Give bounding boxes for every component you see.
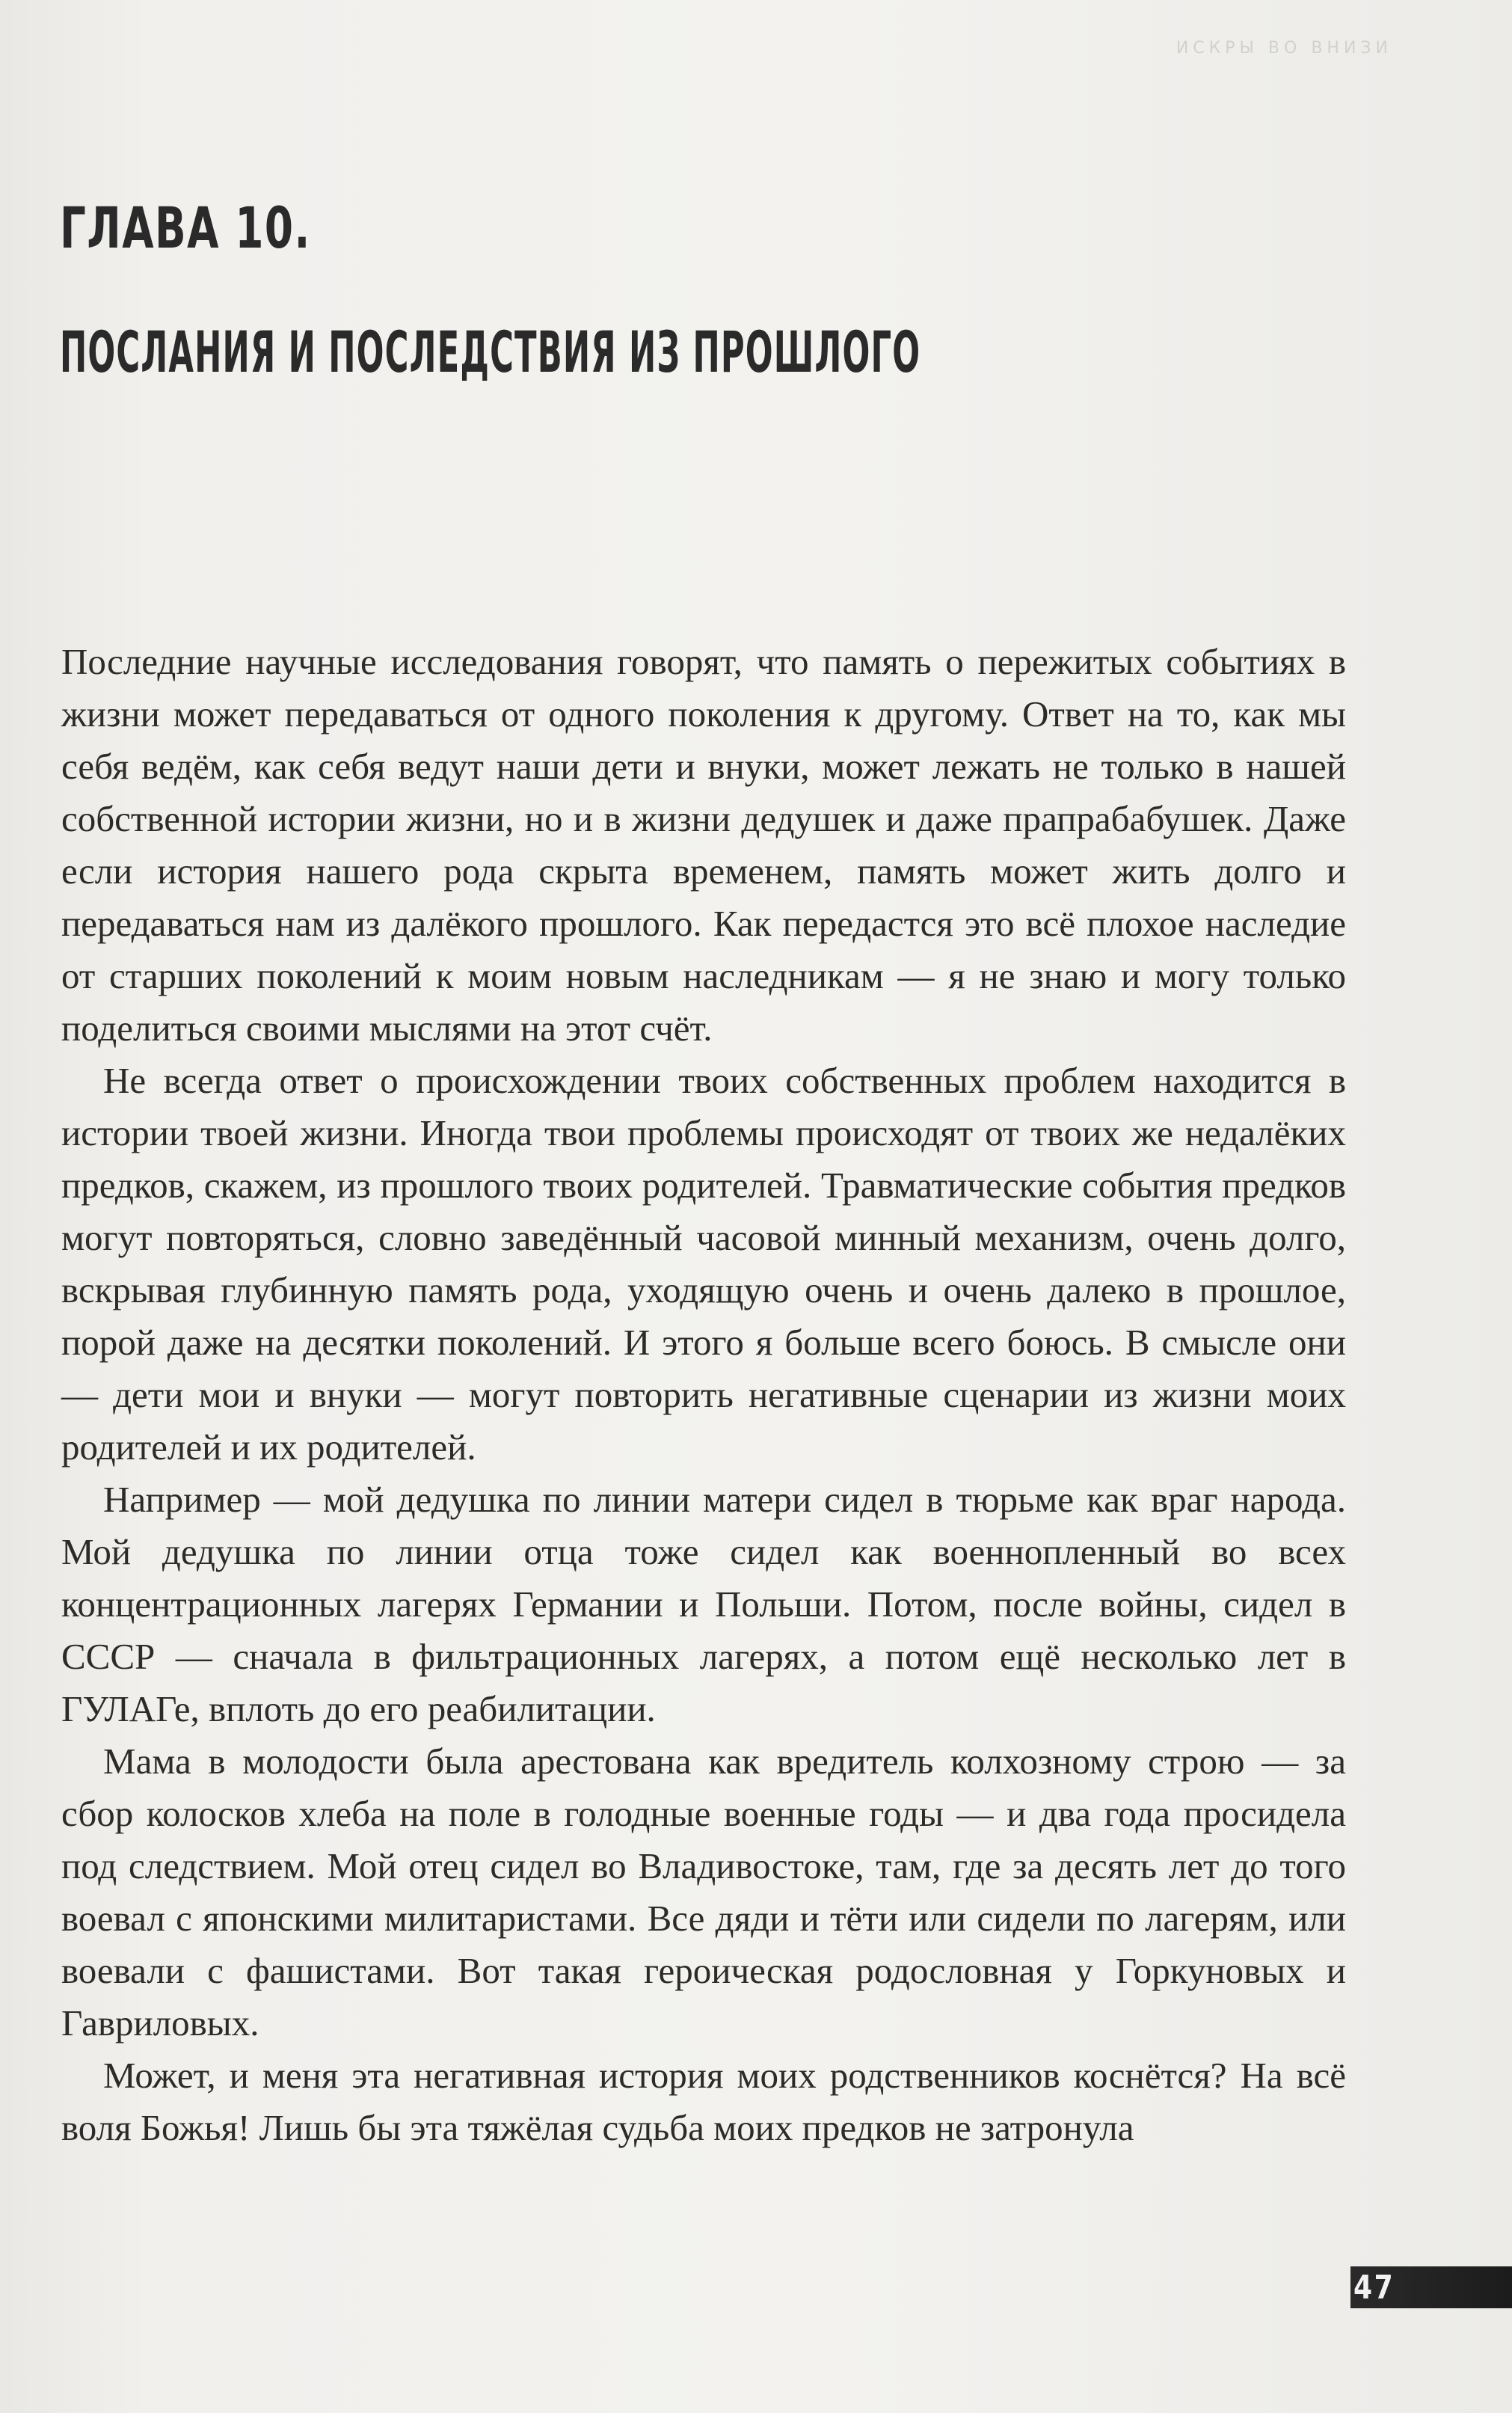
paragraph-3: Например — мой дедушка по линии матери сидел в тюрьме как враг народа. Мой дедушка по линии отца тоже сидел как военнопленный во всех концентрационных лагерях Германии и Польши. Потом, после войны, сидел в СССР — сначала в фильтрационных лагерях, а потом ещё несколько лет в ГУЛАГе, вплоть до его реабилитации. [61,1479,1346,1729]
chapter-title: ПОСЛАНИЯ И ПОСЛЕДСТВИЯ ИЗ ПРОШЛОГО [60,319,921,385]
paragraph-5: Может, и меня эта негативная история моих родственников коснётся? На всё воля Божья! Лишь бы эта тяжёлая судьба моих предков не затронула [61,2055,1346,2148]
running-head: ИСКРЫ ВО ВНИЗИ [1176,39,1392,58]
paragraph-2: Не всегда ответ о происхождении твоих собственных проблем находится в истории твоей жизни. Иногда твои проблемы происходят от твоих же недалёких предков, скажем, из прошлого твоих родителей. Травматические события предков могут повторяться, словно заведённый часовой минный механизм, очень долго, вскрывая глубинную память рода, уходящую очень и очень далеко в прошлое, порой даже на десятки поколений. И этого я больше всего боюсь. В смысле они — дети мои и внуки — могут повторить негативные сценарии из жизни моих родителей и их родителей. [61,1060,1346,1468]
page-number-tab [1350,2266,1512,2308]
body-text [61,636,1346,2154]
paragraph-4: Мама в молодости была арестована как вредитель колхозному строю — за сбор колосков хлеба на поле в голодные военные годы — и два года просидела под следствием. Мой отец сидел во Владивостоке, там, где за десять лет до того воевал с японскими милитаристами. Все дяди и тёти или сидели по лагерям, или воевали с фашистами. Вот такая героическая родословная у Горкуновых и Гавриловых. [61,1741,1346,2043]
paragraph-1: Последние научные исследования говорят, что память о пережитых событиях в жизни может передаваться от одного поколения к другому. Ответ на то, как мы себя ведём, как себя ведут наши дети и внуки, может лежать не только в нашей собственной истории жизни, но и в жизни дедушек и даже прапрабабушек. Даже если история нашего рода скрыта временем, память может жить долго и передаваться нам из далёкого прошлого. Как передастся это всё плохое наследие от старших поколений к моим новым наследникам — я не знаю и могу только поделиться своими мыслями на этот счёт. [61,641,1346,1049]
chapter-heading [60,193,1181,387]
page-number: 47 [1353,2268,1395,2307]
chapter-label: ГЛАВА 10. [60,194,311,261]
